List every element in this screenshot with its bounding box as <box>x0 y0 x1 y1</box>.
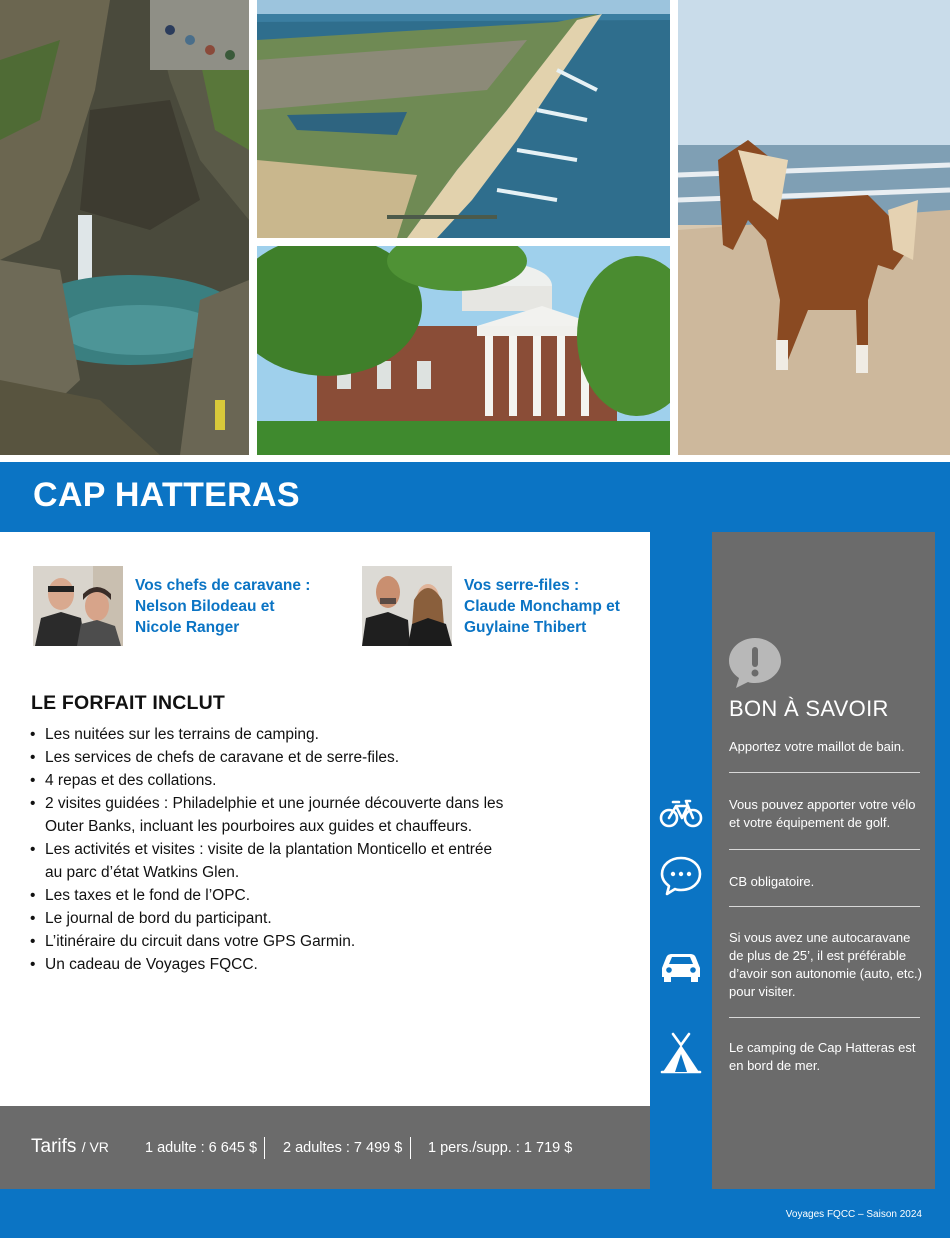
tarif-separator <box>410 1137 411 1159</box>
tarif-2-adultes: 2 adultes : 7 499 $ <box>283 1140 403 1156</box>
serre-files-name-1: Claude Monchamp et <box>464 598 620 615</box>
package-item-line: • L’itinéraire du circuit dans votre GPS Garmin. <box>45 933 356 950</box>
info-divider <box>729 1017 920 1018</box>
serre-files-photo <box>362 566 452 646</box>
bon-a-savoir-heading: BON À SAVOIR <box>729 696 889 721</box>
alert-bubble-icon <box>726 635 788 691</box>
package-item <box>30 838 590 884</box>
info-item-line: et votre équipement de golf. <box>729 815 891 830</box>
car-icon <box>658 942 704 988</box>
package-item-line: • Les activités et visites : visite de la plantation Monticello et entrée <box>45 841 493 858</box>
package-item <box>30 953 590 976</box>
chefs-name-2: Nicole Ranger <box>135 619 240 636</box>
package-item-line: • Les nuitées sur les terrains de camping. <box>45 726 319 743</box>
info-item <box>729 873 924 891</box>
bicycle-icon <box>658 790 704 836</box>
info-item-line: Apportez votre maillot de bain. <box>729 739 905 754</box>
package-includes-list <box>30 723 590 976</box>
right-blue-border <box>935 532 950 1189</box>
info-item <box>729 1039 924 1075</box>
tarifs-title: Tarifs <box>31 1136 77 1157</box>
package-item-line: • Les taxes et le fond de l’OPC. <box>45 887 251 904</box>
package-item-line: • 2 visites guidées : Philadelphie et une journée découverte dans les <box>45 795 504 812</box>
package-heading: LE FORFAIT INCLUT <box>31 692 226 714</box>
info-item-line: Le camping de Cap Hatteras est <box>729 1040 916 1055</box>
package-item-line: • 4 repas et des collations. <box>45 772 217 789</box>
serre-files-text <box>464 575 620 638</box>
wild-pony-beach-photo <box>678 0 950 455</box>
serre-files-label: Vos serre-files : <box>464 577 580 594</box>
package-item <box>30 907 590 930</box>
outer-banks-coast-photo <box>257 0 670 238</box>
info-item-line: en bord de mer. <box>729 1058 821 1073</box>
info-item <box>729 738 924 756</box>
info-item-line: de plus de 25’, il est préférable <box>729 948 907 963</box>
gorge-waterfall-photo <box>0 0 249 455</box>
info-divider <box>729 906 920 907</box>
info-item-line: CB obligatoire. <box>729 874 815 889</box>
info-item-line: Vous pouvez apporter votre vélo <box>729 797 916 812</box>
tent-icon <box>658 1030 704 1076</box>
monticello-mansion-photo <box>257 246 670 455</box>
package-item-line: • Un cadeau de Voyages FQCC. <box>45 956 258 973</box>
package-item-line: • Le journal de bord du participant. <box>45 910 272 927</box>
chefs-label: Vos chefs de caravane : <box>135 577 311 594</box>
chefs-name-1: Nelson Bilodeau et <box>135 598 275 615</box>
tarif-pers-supp: 1 pers./supp. : 1 719 $ <box>428 1140 573 1156</box>
package-item <box>30 769 590 792</box>
tarifs-label <box>31 1136 109 1158</box>
info-item-line: d’avoir son autonomie (auto, etc.) <box>729 966 922 981</box>
tarif-separator <box>264 1137 265 1159</box>
package-item <box>30 746 590 769</box>
bon-a-savoir-panel <box>712 532 935 1189</box>
chefs-de-caravane-text <box>135 575 310 638</box>
tarif-1-adulte: 1 adulte : 6 645 $ <box>145 1140 258 1156</box>
package-item <box>30 723 590 746</box>
info-item <box>729 929 924 1001</box>
tarifs-sublabel: / VR <box>81 1139 109 1155</box>
package-item-line: • Les services de chefs de caravane et de serre-files. <box>45 749 400 766</box>
page-title: CAP HATTERAS <box>33 476 300 514</box>
serre-files-name-2: Guylaine Thibert <box>464 619 587 636</box>
package-item <box>30 930 590 953</box>
package-item <box>30 884 590 907</box>
info-divider <box>729 849 920 850</box>
package-item-line: Outer Banks, incluant les pourboires aux guides et chauffeurs. <box>45 818 473 835</box>
chat-bubble-icon <box>658 853 704 899</box>
package-item-line: au parc d’état Watkins Glen. <box>45 864 240 881</box>
footer-text: Voyages FQCC – Saison 2024 <box>785 1209 922 1220</box>
chefs-de-caravane-photo <box>33 566 123 646</box>
info-item-line: pour visiter. <box>729 984 796 999</box>
package-item <box>30 792 590 838</box>
info-item <box>729 796 924 832</box>
info-divider <box>729 772 920 773</box>
info-item-line: Si vous avez une autocaravane <box>729 930 911 945</box>
